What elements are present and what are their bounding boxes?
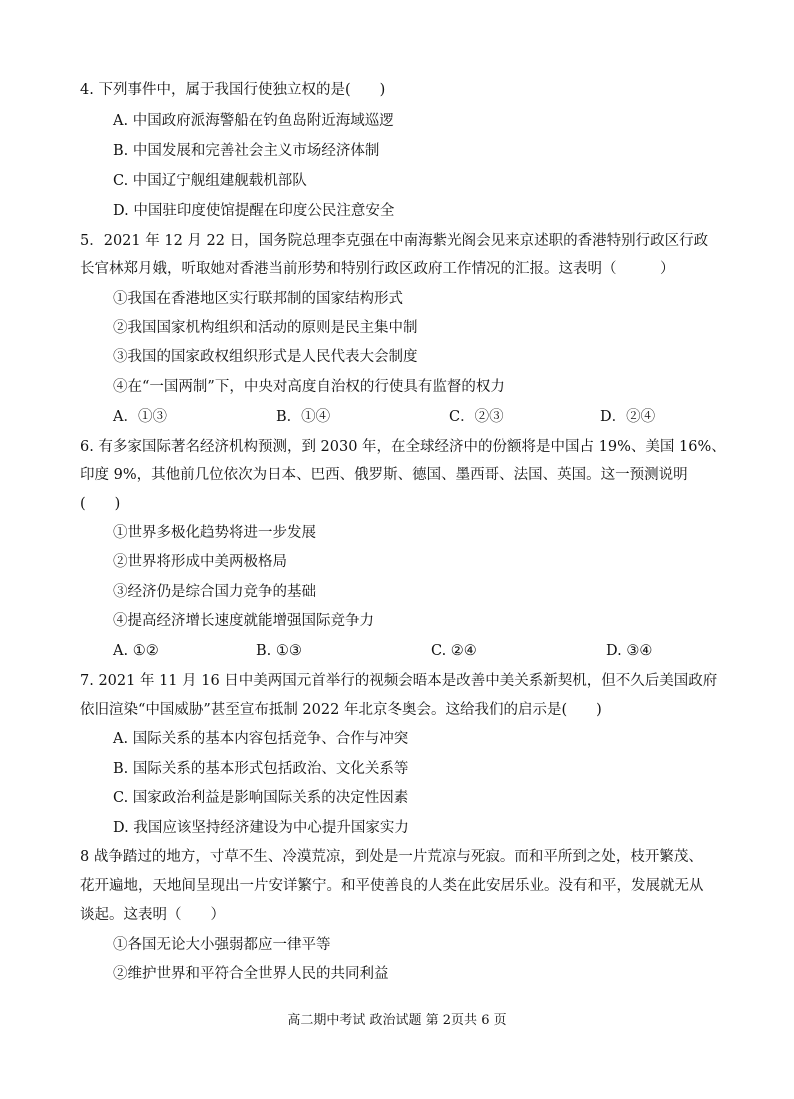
- q4-stem: 4. 下列事件中，属于我国行使独立权的是( ): [80, 82, 386, 98]
- q7-option-d: D. 我国应该坚持经济建设为中心提升国家实力: [113, 820, 409, 836]
- q5-choice-c: C．②③: [449, 409, 504, 425]
- q5-choice-b: B．①④: [276, 409, 331, 425]
- q6-stem-line-2: 印度 9%，其他前几位依次为日本、巴西、俄罗斯、德国、墨西哥、法国、英国。这一预测说明: [80, 467, 688, 483]
- q7-option-a: A. 国际关系的基本内容包括竞争、合作与冲突: [113, 731, 409, 747]
- q8-stem-line-2: 花开遍地，天地间呈现出一片安详繁宁。和平使善良的人类在此安居乐业。没有和平，发展就无从: [80, 878, 704, 894]
- q6-stem-line-1: 6. 有多家国际著名经济机构预测，到 2030 年，在全球经济中的份额将是中国占 19%、美国 16%、: [80, 439, 726, 455]
- q8-stem-line-1: 8 战争踏过的地方，寸草不生、冷漠荒凉，到处是一片荒凉与死寂。而和平所到之处，枝开繁茂、: [80, 849, 703, 865]
- q8-stem-line-3: 谈起。这表明（ ）: [80, 907, 225, 923]
- q4-option-d: D. 中国驻印度使馆提醒在印度公民注意安全: [113, 203, 395, 219]
- q6-stem-line-3: ( ): [80, 496, 121, 512]
- q5-item-3: ③我国的国家政权组织形式是人民代表大会制度: [113, 349, 418, 365]
- q7-stem-line-1: 7. 2021 年 11 月 16 日中美两国元首举行的视频会晤本是改善中美关系新契机，但不久后美国政府: [80, 673, 718, 689]
- q8-item-1: ①各国无论大小强弱都应一律平等: [113, 937, 331, 953]
- q4-option-c: C. 中国辽宁舰组建舰载机部队: [113, 173, 307, 189]
- q5-item-2: ②我国国家机构组织和活动的原则是民主集中制: [113, 320, 418, 336]
- q4-option-a: A. 中国政府派海警船在钓鱼岛附近海域巡逻: [113, 113, 394, 129]
- q5-item-1: ①我国在香港地区实行联邦制的国家结构形式: [113, 291, 403, 307]
- q7-option-c: C. 国家政治利益是影响国际关系的决定性因素: [113, 790, 409, 806]
- q6-item-3: ③经济仍是综合国力竞争的基础: [113, 584, 316, 600]
- q5-choice-d: D．②④: [600, 409, 656, 425]
- q7-stem-line-2: 依旧渲染“中国威胁”甚至宣布抵制 2022 年北京冬奥会。这给我们的启示是( ): [80, 702, 602, 718]
- q5-item-4: ④在“一国两制”下，中央对高度自治权的行使具有监督的权力: [113, 379, 505, 395]
- q6-choice-d: D. ③④: [606, 643, 653, 659]
- q6-choice-a: A. ①②: [113, 643, 159, 659]
- page-footer: 高二期中考试 政治试题 第 2页共 6 页: [287, 1013, 507, 1028]
- q6-choice-c: C. ②④: [431, 643, 477, 659]
- q5-stem-line-1: 5．2021 年 12 月 22 日，国务院总理李克强在中南海紫光阁会见来京述职的香港特别行政区行政: [80, 233, 709, 249]
- q5-stem-line-2: 长官林郑月娥，听取她对香港当前形势和特别行政区政府工作情况的汇报。这表明（ ）: [80, 261, 675, 277]
- q5-choice-a: A．①③: [113, 409, 167, 425]
- q6-choice-b: B. ①③: [256, 643, 302, 659]
- q6-item-2: ②世界将形成中美两极格局: [113, 554, 287, 570]
- q7-option-b: B. 国际关系的基本形式包括政治、文化关系等: [113, 761, 409, 777]
- q5-choices: [0, 407, 794, 427]
- q8-item-2: ②维护世界和平符合全世界人民的共同利益: [113, 966, 389, 982]
- q4-option-b: B. 中国发展和完善社会主义市场经济体制: [113, 143, 380, 159]
- q6-choices: [0, 641, 794, 661]
- q6-item-1: ①世界多极化趋势将进一步发展: [113, 525, 316, 541]
- q6-item-4: ④提高经济增长速度就能增强国际竞争力: [113, 613, 374, 629]
